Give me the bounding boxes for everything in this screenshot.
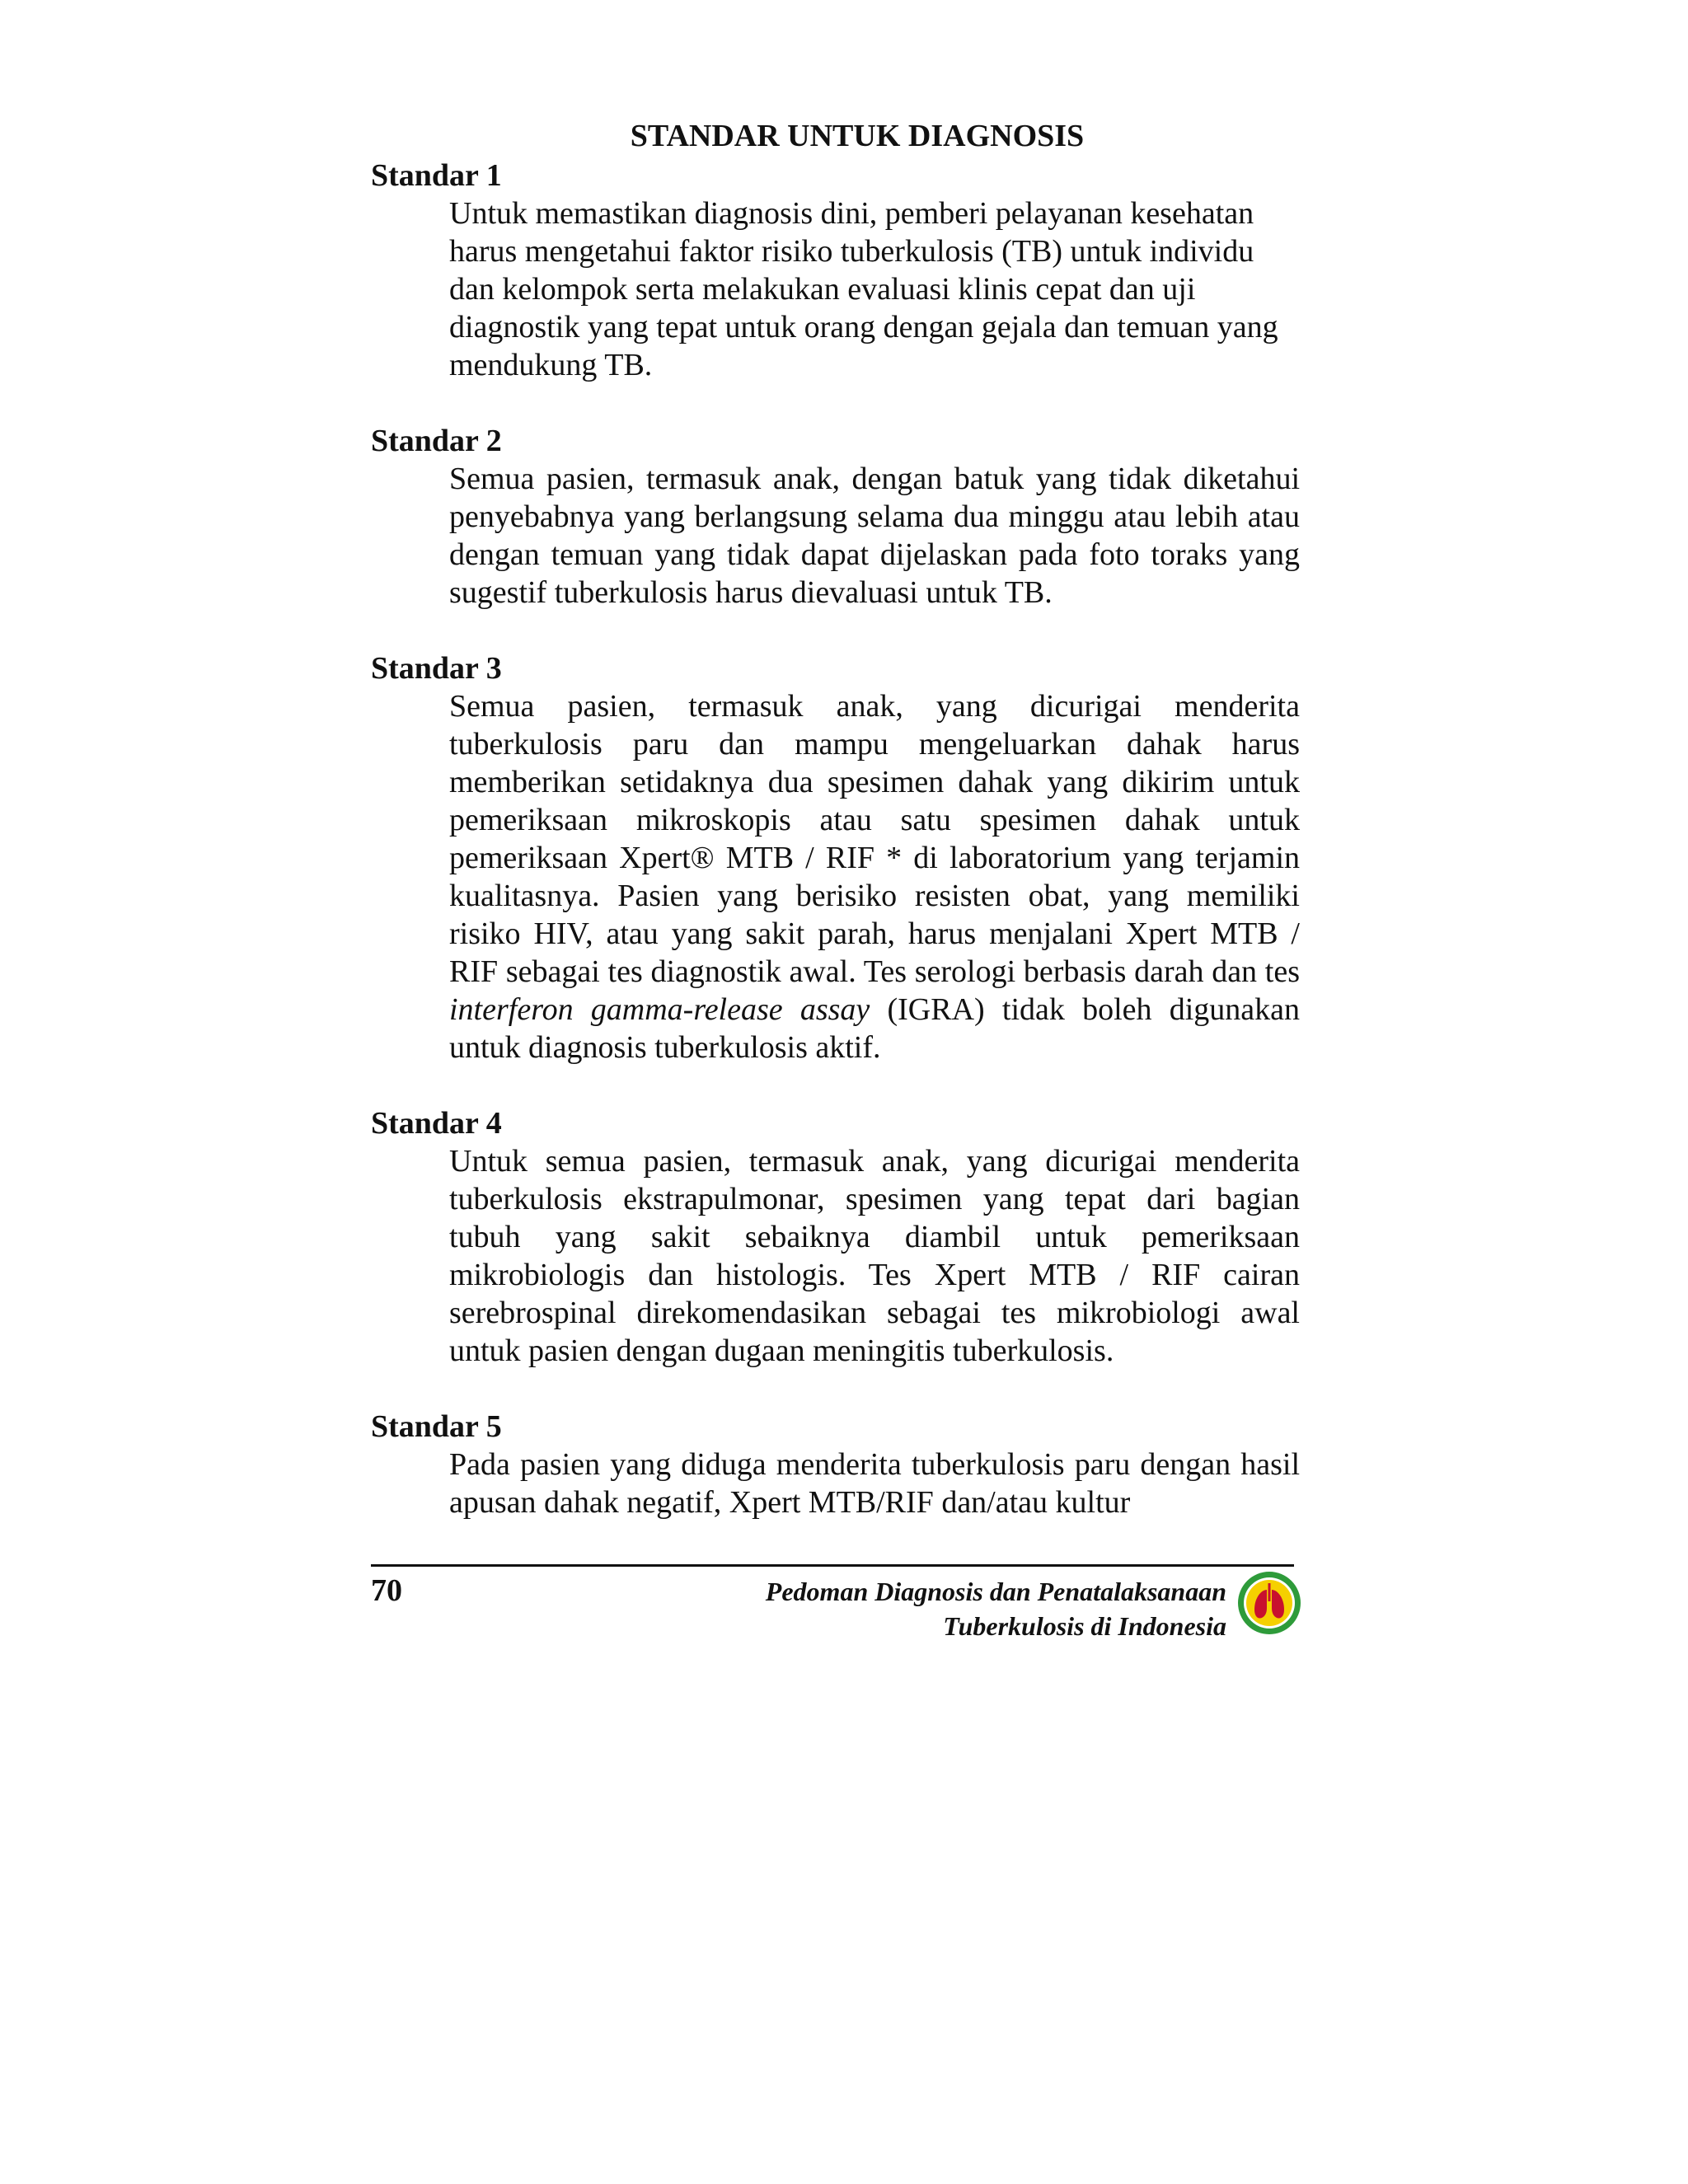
book-title-line: Pedoman Diagnosis dan Penatalaksanaan bbox=[765, 1577, 1226, 1606]
book-title-line: Tuberkulosis di Indonesia bbox=[943, 1611, 1226, 1641]
book-title bbox=[766, 1574, 1226, 1643]
section-body: Semua pasien, termasuk anak, dengan batuk yang tidak diketahui penyebabnya yang berlangsung selama dua minggu atau lebih atau dengan temuan yang tidak dapat dijelaskan pada foto toraks yang sugestif tuberkulosis harus dievaluasi untuk TB. bbox=[449, 462, 1300, 610]
body-italic-term: interferon gamma-release assay bbox=[449, 992, 870, 1027]
section-standar-1 bbox=[371, 157, 1311, 384]
footer-divider bbox=[371, 1564, 1294, 1567]
section-standar-5 bbox=[371, 1408, 1311, 1521]
section-body: Untuk semua pasien, termasuk anak, yang dicurigai menderita tuberkulosis ekstrapulmonar, spesimen yang tepat dari bagian tubuh yang sakit sebaiknya diambil untuk pemeriksaan mikrobiologis dan histologis. Tes Xpert MTB / RIF cairan serebrospinal direkomendasikan sebagai tes mikrobiologi awal untuk pasien dengan dugaan meningitis tuberkulosis. bbox=[449, 1144, 1300, 1368]
section-heading: Standar 1 bbox=[371, 158, 502, 193]
section-body bbox=[449, 687, 1300, 1066]
document-page bbox=[371, 115, 1311, 1521]
section-body: Untuk memastikan diagnosis dini, pemberi pelayanan kesehatan harus mengetahui faktor risiko tuberkulosis (TB) untuk individu dan kelompok serta melakukan evaluasi klinis cepat dan uji diagnostik yang tepat untuk orang dengan gejala dan temuan yang mendukung TB. bbox=[449, 196, 1278, 382]
section-standar-4 bbox=[371, 1104, 1311, 1370]
page-title: STANDAR UNTUK DIAGNOSIS bbox=[630, 119, 1085, 153]
logo-trachea bbox=[1268, 1583, 1271, 1601]
section-heading: Standar 2 bbox=[371, 424, 502, 458]
body-text: Semua pasien, termasuk anak, yang dicurigai menderita tuberkulosis paru dan mampu mengeluarkan dahak harus memberikan setidaknya dua spesimen dahak yang dikirim untuk pemeriksaan mikroskopis atau satu spesimen dahak untuk pemeriksaan Xpert® MTB / RIF * di laboratorium yang terjamin kualitasnya. Pasien yang berisiko resisten obat, yang memiliki risiko HIV, atau yang sakit parah, harus menjalani Xpert MTB / RIF sebagai tes diagnostik awal. Tes serologi berbasis darah dan tes bbox=[449, 689, 1300, 989]
section-heading: Standar 5 bbox=[371, 1409, 502, 1444]
section-standar-3 bbox=[371, 649, 1311, 1066]
section-heading: Standar 4 bbox=[371, 1106, 502, 1141]
section-body: Pada pasien yang diduga menderita tuberkulosis paru dengan hasil apusan dahak negatif, Xpert MTB/RIF dan/atau kultur bbox=[449, 1447, 1300, 1520]
body-text: (IGRA) tidak boleh digunakan untuk diagnosis tuberkulosis aktif. bbox=[449, 992, 1301, 1065]
page-number: 70 bbox=[371, 1573, 402, 1608]
pdpi-lungs-logo-icon bbox=[1236, 1570, 1302, 1636]
section-heading: Standar 3 bbox=[371, 651, 502, 686]
section-standar-2 bbox=[371, 422, 1311, 612]
